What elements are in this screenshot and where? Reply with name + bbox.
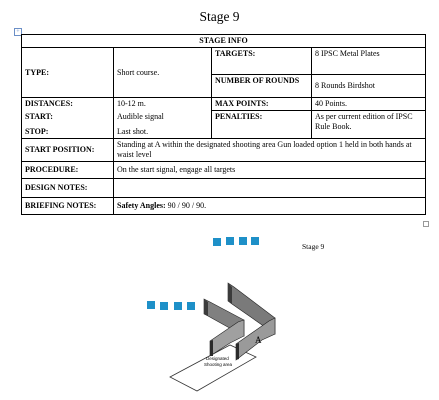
metal-plate-target xyxy=(147,301,155,309)
area-label-line1: Designated xyxy=(206,356,229,361)
table-move-handle-icon[interactable]: + xyxy=(14,28,22,36)
rounds-value: 8 Rounds Birdshot xyxy=(315,81,376,90)
start-label: START: xyxy=(25,111,53,121)
targets-value: 8 IPSC Metal Plates xyxy=(315,49,380,58)
distances-label: DISTANCES: xyxy=(25,99,73,108)
start-position-value: Standing at A within the designated shooting area Gun loaded option 1 held in both hands at waist level xyxy=(117,139,412,159)
procedure-label: PROCEDURE: xyxy=(25,164,79,174)
page-title: Stage 9 xyxy=(199,9,240,24)
type-value: Short course. xyxy=(117,67,160,77)
stage-info-header: STAGE INFO xyxy=(22,35,426,48)
targets-label: TARGETS: xyxy=(215,49,256,58)
stop-label: STOP: xyxy=(25,126,49,136)
max-points-value: 40 Points. xyxy=(315,99,348,108)
design-notes-label: DESIGN NOTES: xyxy=(25,182,88,192)
safety-angles-label: Safety Angles: xyxy=(117,200,166,210)
area-label-line2: Shooting area xyxy=(204,362,233,367)
distances-value: 10-12 m. xyxy=(117,99,146,108)
penalties-label: PENALTIES: xyxy=(215,112,263,121)
metal-plate-target xyxy=(213,238,221,246)
diagram-title: Stage 9 xyxy=(302,242,325,251)
penalties-value: As per current edition of IPSC Rule Book. xyxy=(315,112,413,131)
safety-angles-value: 90 / 90 / 90. xyxy=(165,200,207,210)
metal-plate-target xyxy=(160,302,168,310)
point-a-label: A xyxy=(255,335,262,345)
rounds-label: NUMBER OF ROUNDS xyxy=(215,76,300,85)
metal-plate-target xyxy=(226,237,234,245)
type-label: TYPE: xyxy=(25,67,49,77)
start-value: Audible signal xyxy=(117,111,164,121)
briefing-notes-label: BRIEFING NOTES: xyxy=(25,200,97,210)
stop-value: Last shot. xyxy=(117,126,149,136)
max-points-label: MAX POINTS: xyxy=(215,99,269,108)
start-position-label: START POSITION: xyxy=(25,144,95,154)
metal-plate-target xyxy=(187,302,195,310)
back-wall-edge xyxy=(236,343,239,360)
metal-plate-target xyxy=(174,302,182,310)
front-wall-edge xyxy=(210,340,213,356)
procedure-value: On the start signal, engage all targets xyxy=(117,164,236,174)
metal-plate-target xyxy=(251,237,259,245)
metal-plate-target xyxy=(239,237,247,245)
